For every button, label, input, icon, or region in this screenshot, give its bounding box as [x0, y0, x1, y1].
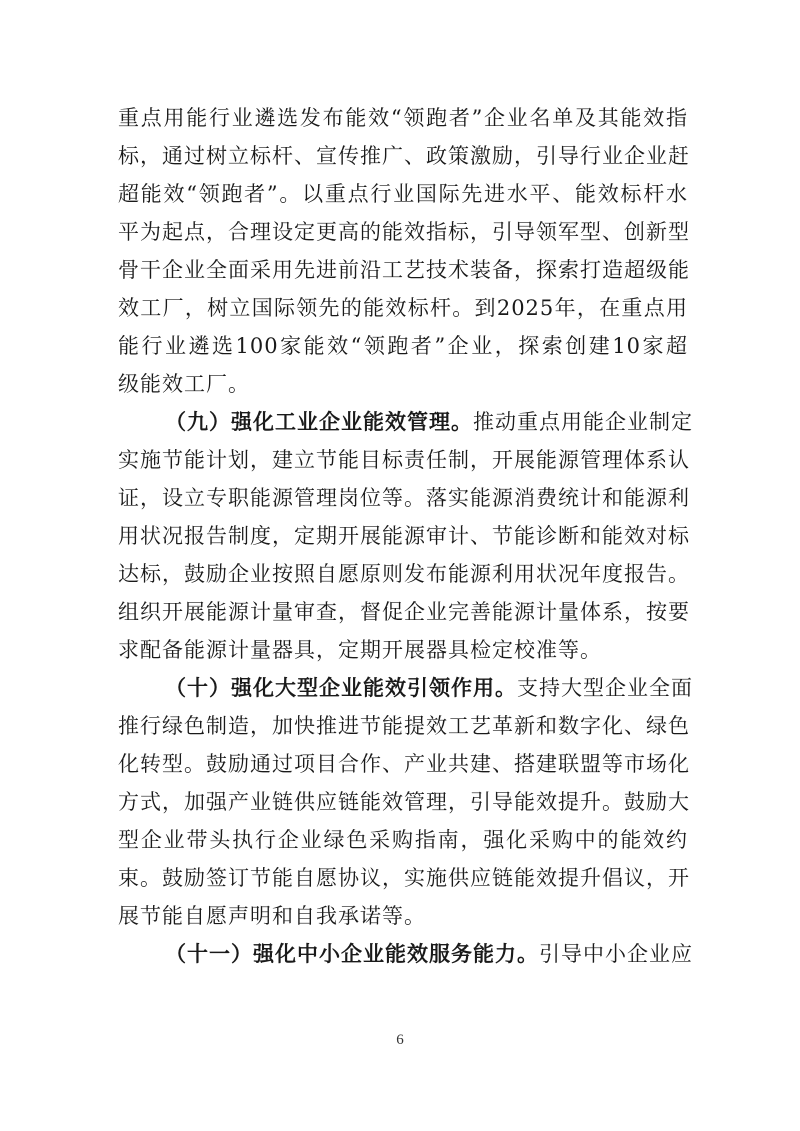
text-line: 效工厂，树立国际领先的能效标杆。到2025年，在重点用	[118, 296, 688, 320]
text-line: 标，通过树立标杆、宣传推广、政策激励，引导行业企业赶	[118, 144, 690, 168]
paragraph-first-line	[165, 408, 693, 436]
text-line: 重点用能行业遴选发布能效“领跑者”企业名单及其能效指	[118, 106, 688, 130]
text-line: 组织开展能源计量审查，督促企业完善能源计量体系，按要	[118, 600, 690, 624]
text-line: 平为起点，合理设定更高的能效指标，引导领军型、创新型	[118, 220, 690, 244]
paragraph-first-line	[165, 674, 693, 702]
paragraph-first-line	[165, 940, 693, 968]
text-line: 达标，鼓励企业按照自愿原则发布能源利用状况年度报告。	[118, 562, 690, 586]
text-line: 证，设立专职能源管理岗位等。落实能源消费统计和能源利	[118, 486, 690, 510]
section-heading: （十一）强化中小企业能效服务能力。	[165, 941, 539, 966]
text-run: 支持大型企业全面	[517, 676, 693, 700]
section-heading: （十）强化大型企业能效引领作用。	[165, 675, 517, 700]
text-line: 束。鼓励签订节能自愿协议，实施供应链能效提升倡议，开	[118, 866, 690, 890]
text-run: 推动重点用能企业制定	[473, 410, 693, 434]
text-run: 引导中小企业应	[539, 942, 693, 966]
text-line: 展节能自愿声明和自我承诺等。	[118, 904, 426, 928]
text-line: 型企业带头执行企业绿色采购指南，强化采购中的能效约	[118, 828, 688, 852]
text-line: 推行绿色制造，加快推进节能提效工艺革新和数字化、绿色	[118, 714, 690, 738]
text-line: 级能效工厂。	[118, 372, 250, 396]
page-number: 6	[396, 1032, 404, 1048]
text-line: 骨干企业全面采用先进前沿工艺技术装备，探索打造超级能	[118, 258, 690, 282]
text-line: 实施节能计划，建立节能目标责任制，开展能源管理体系认	[118, 448, 690, 472]
text-line: 化转型。鼓励通过项目合作、产业共建、搭建联盟等市场化	[118, 752, 690, 776]
text-line: 用状况报告制度，定期开展能源审计、节能诊断和能效对标	[118, 524, 690, 548]
text-line: 超能效“领跑者”。以重点行业国际先进水平、能效标杆水	[118, 182, 688, 206]
text-line: 方式，加强产业链供应链能效管理，引导能效提升。鼓励大	[118, 790, 690, 814]
text-line: 能行业遴选100家能效“领跑者”企业，探索创建10家超	[118, 334, 688, 358]
text-line: 求配备能源计量器具，定期开展器具检定校准等。	[118, 638, 602, 662]
section-heading: （九）强化工业企业能效管理。	[165, 409, 473, 434]
